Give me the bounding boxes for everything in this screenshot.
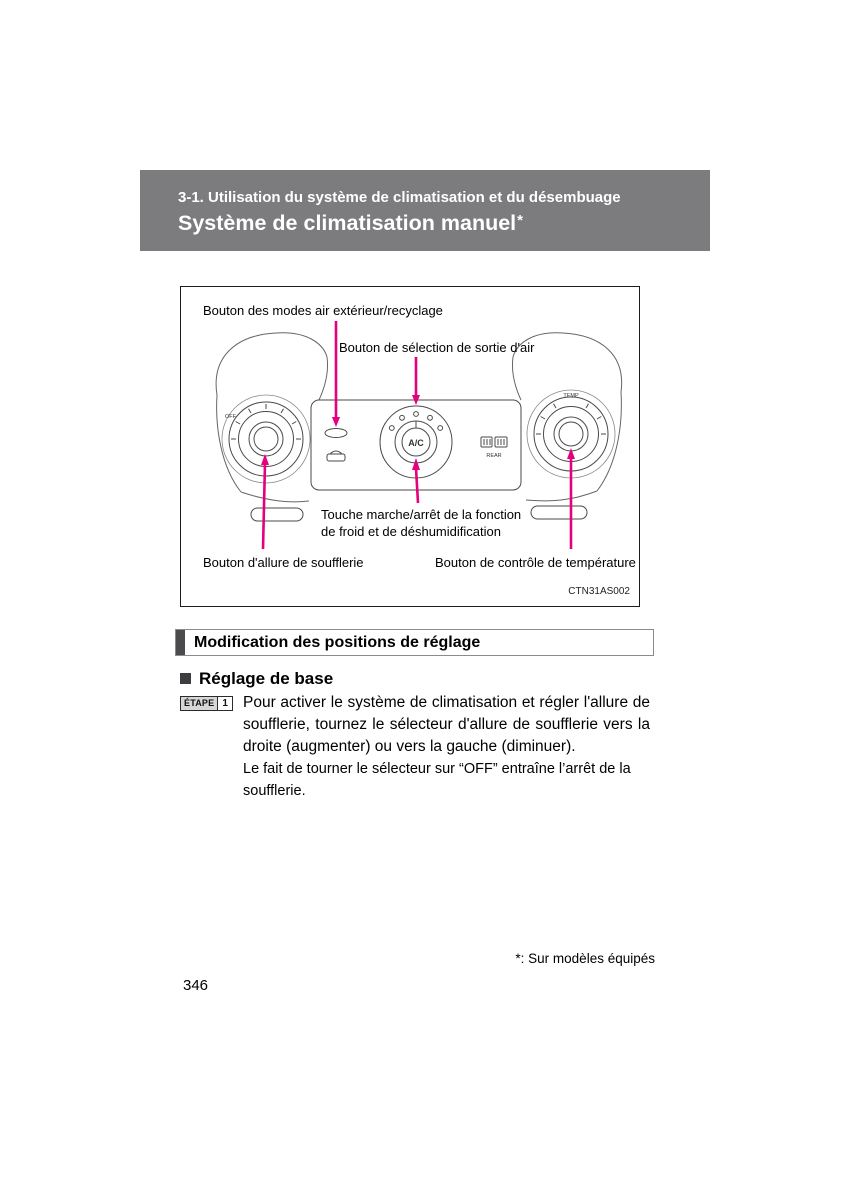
step-badge-number: 1 [217, 697, 232, 710]
subsection-title: Réglage de base [199, 669, 334, 688]
title-asterisk: * [517, 212, 523, 229]
label-ac-line1: Touche marche/arrêt de la fonction [321, 507, 522, 522]
rear-button-label: REAR [486, 453, 502, 459]
page-title-text: Système de climatisation manuel [178, 211, 517, 235]
chapter-header [140, 170, 710, 251]
square-bullet-icon [180, 673, 191, 684]
step-badge [180, 696, 233, 711]
step-body [243, 692, 650, 802]
footnote: *: Sur modèles équipés [515, 951, 655, 966]
subsection-header [180, 669, 333, 689]
section-title: Modification des positions de réglage [194, 634, 481, 651]
page-number: 346 [183, 977, 209, 994]
arrow-ac [416, 468, 418, 503]
step-badge-label: ÉTAPE [181, 697, 217, 710]
section-header-tab [176, 630, 185, 655]
temp-marking: TEMP [563, 393, 579, 399]
step-note: Le fait de tourner le sélecteur sur “OFF” entraîne l’arrêt de la soufflerie. [243, 761, 631, 799]
figure-code: CTN31AS002 [568, 586, 630, 597]
lower-left-slot [251, 508, 303, 521]
ac-button-label: A/C [408, 438, 424, 448]
label-temperature-button: Bouton de contrôle de température [435, 555, 636, 570]
climate-panel-figure [180, 286, 640, 607]
page-title [178, 211, 523, 236]
recirculation-button [325, 429, 347, 462]
section-header [175, 629, 654, 656]
label-recirculation-mode-button: Bouton des modes air extérieur/recyclage [203, 303, 443, 318]
off-marking: OFF [225, 414, 236, 420]
chapter-section-title: 3-1. Utilisation du système de climatisation et du désembuage [178, 189, 621, 206]
step-text: Pour activer le système de climatisation et régler l'allure de soufflerie, tournez le sélecteur d'allure de soufflerie vers la droite (augmenter) ou vers la gauche (diminuer). [243, 694, 650, 755]
label-air-outlet-button: Bouton de sélection de sortie d'air [339, 340, 535, 355]
label-fan-speed-button: Bouton d'allure de soufflerie [203, 555, 364, 570]
rear-defrost-button [481, 437, 507, 447]
label-ac-button [321, 506, 521, 540]
label-ac-line2: de froid et de déshumidification [321, 524, 501, 539]
lower-right-slot [531, 506, 587, 519]
